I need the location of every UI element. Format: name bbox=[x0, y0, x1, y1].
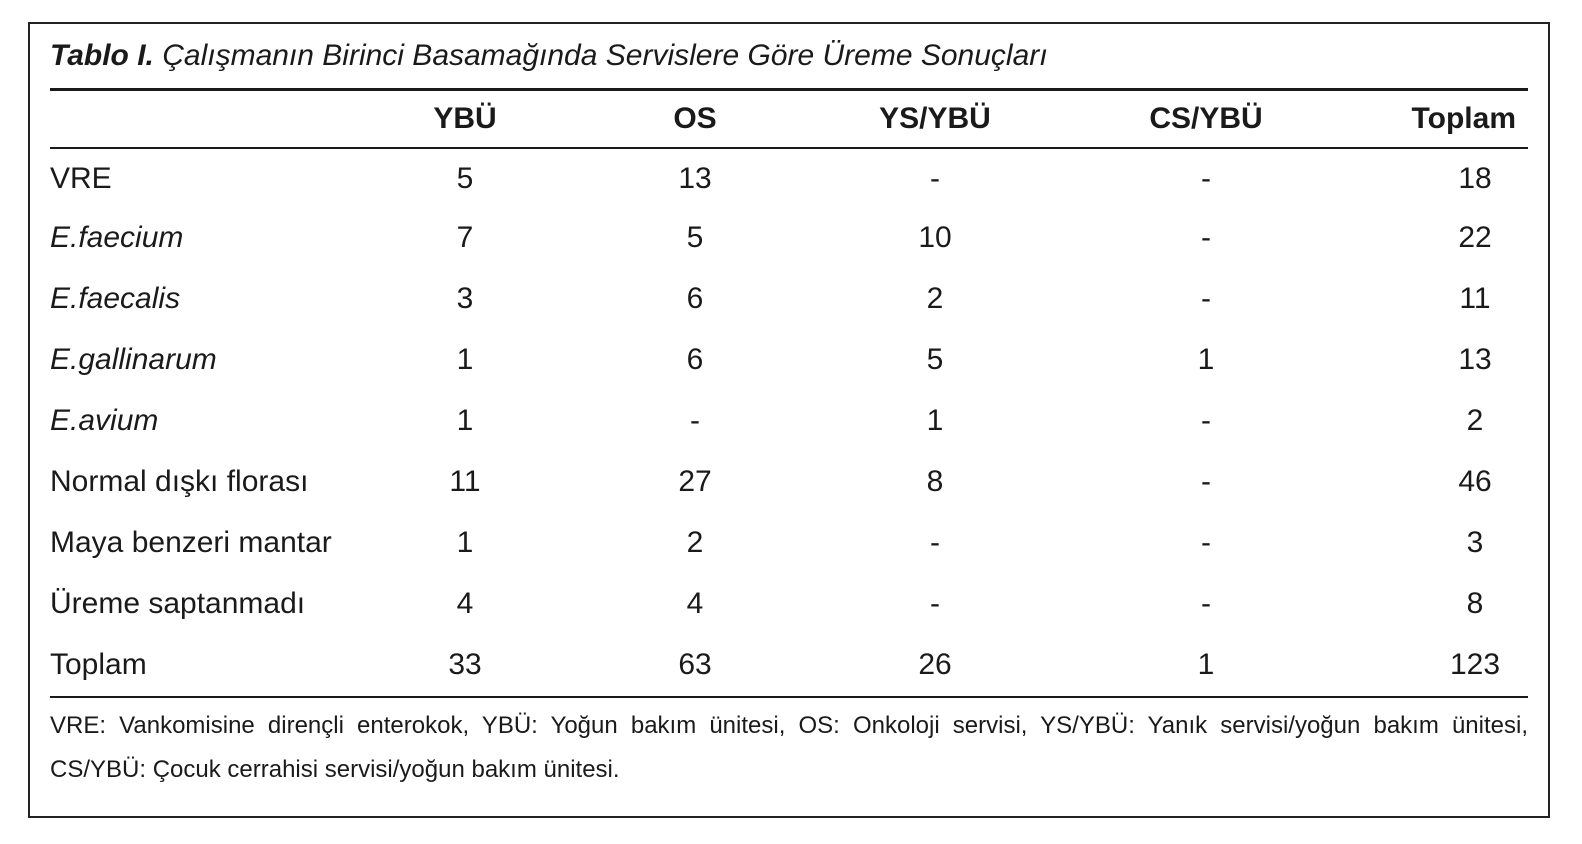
column-header-ys-ybu: YS/YBÜ bbox=[879, 102, 991, 135]
row-label: Üreme saptanmadı bbox=[50, 586, 306, 620]
table-row bbox=[50, 573, 1528, 634]
table-cell: 5 bbox=[926, 342, 944, 376]
column-header-os: OS bbox=[673, 102, 717, 135]
table-cell: 22 bbox=[1458, 220, 1492, 254]
table-cell: 13 bbox=[1458, 342, 1492, 376]
table-cell: 123 bbox=[1449, 647, 1501, 681]
row-label: VRE bbox=[50, 162, 112, 195]
table-cell: - bbox=[690, 403, 700, 437]
table-cell: 6 bbox=[686, 342, 704, 376]
table-row bbox=[50, 147, 1528, 207]
caption-title: Çalışmanın Birinci Basamağında Servislere Göre Üreme Sonuçları bbox=[153, 39, 1048, 72]
table-cell: 4 bbox=[686, 586, 704, 620]
column-header-ybu: YBÜ bbox=[433, 102, 497, 135]
table-cell: 5 bbox=[456, 162, 474, 195]
table-row bbox=[50, 634, 1528, 695]
column-header-cs-ybu: CS/YBÜ bbox=[1149, 102, 1263, 135]
column-header-toplam: Toplam bbox=[1411, 102, 1516, 135]
table-caption bbox=[50, 36, 1048, 76]
table-cell: - bbox=[1201, 220, 1211, 254]
table-row bbox=[50, 329, 1528, 390]
table-cell: - bbox=[1201, 162, 1211, 195]
table-cell: 1 bbox=[456, 403, 474, 437]
table-cell: - bbox=[1201, 403, 1211, 437]
table-cell: 1 bbox=[926, 403, 944, 437]
table-cell: 2 bbox=[686, 525, 704, 559]
table-cell: - bbox=[1201, 281, 1211, 315]
table-cell: - bbox=[1201, 464, 1211, 498]
table-cell: 10 bbox=[918, 220, 952, 254]
table-row bbox=[50, 451, 1528, 512]
table-cell: 6 bbox=[686, 281, 704, 315]
row-label: Toplam bbox=[50, 647, 147, 681]
table-cell: 26 bbox=[918, 647, 952, 681]
table-cell: 4 bbox=[456, 586, 474, 620]
table-cell: 46 bbox=[1458, 464, 1492, 498]
table-cell: 7 bbox=[456, 220, 474, 254]
row-label: E.gallinarum bbox=[50, 342, 217, 376]
table-cell: - bbox=[930, 525, 940, 559]
table-cell: 1 bbox=[456, 342, 474, 376]
caption-lead: Tablo I. bbox=[50, 39, 154, 72]
table-row bbox=[50, 207, 1528, 268]
table-cell: 11 bbox=[449, 464, 481, 498]
row-label: E.faecalis bbox=[50, 281, 181, 315]
table-cell: 5 bbox=[686, 220, 704, 254]
table-body bbox=[50, 147, 1528, 695]
header-row bbox=[50, 91, 1528, 147]
table-cell: - bbox=[1201, 586, 1211, 620]
row-label: Normal dışkı florası bbox=[50, 464, 309, 498]
table-footnote: VRE: Vankomisine dirençli enterokok, YBÜ: Yoğun bakım ünitesi, OS: Onkoloji servisi, YS/YBÜ: Yanık servisi/yoğun bakım ünitesi, CS/YBÜ: Çocuk cerrahisi servisi/yoğun bakım ünitesi. bbox=[50, 712, 1528, 783]
table-cell: - bbox=[930, 162, 940, 195]
table-cell: - bbox=[1201, 525, 1211, 559]
column-header-label bbox=[50, 91, 350, 147]
table-cell: 18 bbox=[1458, 162, 1492, 195]
table-cell: - bbox=[930, 586, 940, 620]
table-row bbox=[50, 512, 1528, 573]
table-cell: 3 bbox=[456, 281, 474, 315]
table-row bbox=[50, 268, 1528, 329]
table-cell: 11 bbox=[1459, 281, 1491, 315]
table-cell: 3 bbox=[1466, 525, 1484, 559]
row-label: E.avium bbox=[50, 403, 159, 437]
table-cell: 8 bbox=[1466, 586, 1484, 620]
bottom-rule bbox=[50, 696, 1528, 698]
row-label: Maya benzeri mantar bbox=[50, 525, 332, 559]
table-row bbox=[50, 390, 1528, 451]
table-cell: 13 bbox=[678, 162, 712, 195]
table-cell: 8 bbox=[926, 464, 944, 498]
results-table bbox=[50, 91, 1528, 695]
table-cell: 33 bbox=[448, 647, 482, 681]
table-cell: 1 bbox=[456, 525, 474, 559]
table-cell: 1 bbox=[1197, 342, 1215, 376]
table-cell: 1 bbox=[1197, 647, 1215, 681]
table-cell: 27 bbox=[678, 464, 712, 498]
table-cell: 2 bbox=[926, 281, 944, 315]
table-cell: 63 bbox=[678, 647, 712, 681]
row-label: E.faecium bbox=[50, 220, 184, 254]
table-cell: 2 bbox=[1466, 403, 1484, 437]
